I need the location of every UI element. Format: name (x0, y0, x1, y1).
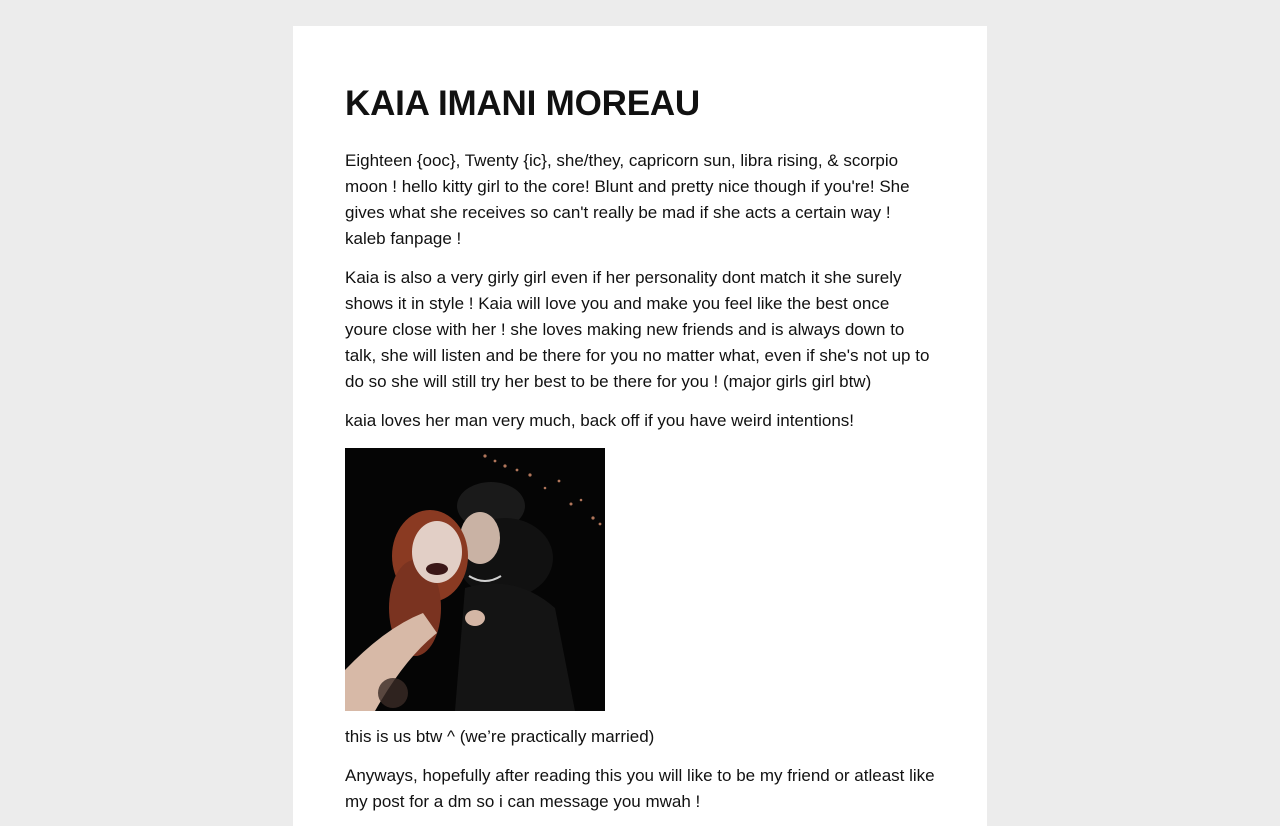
bio-paragraph-1: Eighteen {ooc}, Twenty {ic}, she/they, capricorn sun, libra rising, & scorpio moon ! hello kitty girl to the core! Blunt and pretty nice though if you're! She gives what she receives so can't really be mad if she acts a certain way ! kaleb fanpage ! (345, 151, 910, 248)
closing-paragraph: Anyways, hopefully after reading this you will like to be my friend or atleast like my post for a dm so i can message you mwah ! (345, 766, 935, 811)
page-title: KAIA IMANI MOREAU (345, 84, 701, 123)
bio-paragraph-3: kaia loves her man very much, back off if you have weird intentions! (345, 411, 854, 430)
couple-photo (345, 448, 605, 711)
photo-caption: this is us btw ^ (we’re practically married) (345, 727, 655, 746)
bio-paragraph-2: Kaia is also a very girly girl even if her personality dont match it she surely shows it in style ! Kaia will love you and make you feel like the best once youre close with her ! she loves making new friends and is always down to talk, she will listen and be there for you no matter what, even if she's not up to do so she will still try her best to be there for you ! (major girls girl btw) (345, 268, 930, 391)
profile-card (293, 26, 987, 826)
